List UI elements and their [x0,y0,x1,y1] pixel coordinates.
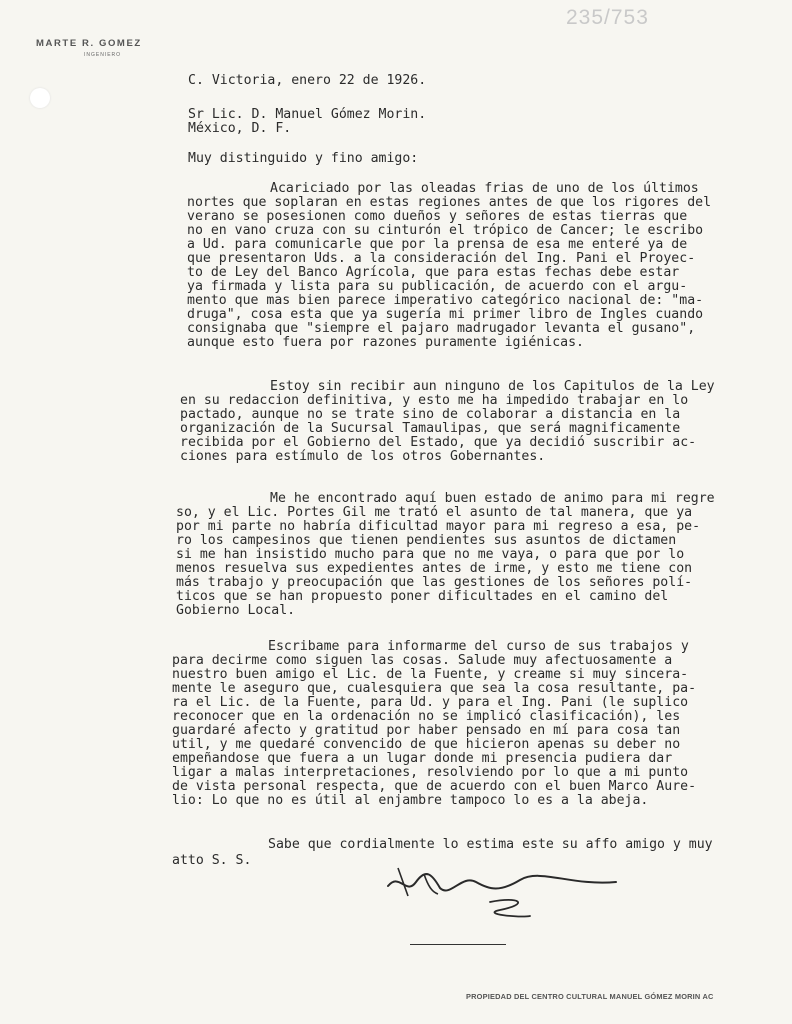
archive-number: 235/753 [566,6,649,29]
paragraph-1-line: to de Ley del Banco Agrícola, que para estas fechas debe estar [187,265,680,280]
paragraph-4-line: para decirme como siguen las cosas. Salude muy afectuosamente a [172,653,673,668]
paragraph-4-line: reconocer que en la ordenación no se implicó clasificación), les [172,709,681,724]
paragraph-2-line: recibida por el Gobierno del Estado, que ya decidió suscribir ac- [180,435,697,450]
paragraph-3-line: si me han insistido mucho para que no me vaya, o para que por lo [176,547,685,562]
paragraph-2-line: organización de la Sucursal Tamaulipas, que será magnificamente [180,421,681,436]
recipient-city: México, D. F. [188,121,292,136]
paragraph-1-line: nortes que soplaran en estas regiones antes de que los rigores del [187,195,712,210]
paragraph-3-line: Me he encontrado aquí buen estado de animo para mi regre [270,491,715,506]
salutation: Muy distinguido y fino amigo: [188,151,419,166]
paragraph-4-line: lio: Lo que no es útil al enjambre tampoco lo es a la abeja. [172,793,649,808]
paragraph-4-line: ra el Lic. de la Fuente, para Ud. y para el Ing. Pani (le suplico [172,695,689,710]
paragraph-3-line: Gobierno Local. [176,603,296,618]
paragraph-2-line: en su redaccion definitiva, y esto me ha impedido trabajar en lo [180,393,689,408]
paragraph-1-line: mento que mas bien parece imperativo categórico nacional de: "ma- [187,293,704,308]
paragraph-1-line: no en vano cruza con su cinturón el trópico de Cancer; le escribo [187,223,704,238]
paragraph-1-line: aunque esto fuera por razones puramente igiénicas. [187,335,584,350]
paragraph-3-line: ticos que se han propuesto poner dificultades en el camino del [176,589,669,604]
paragraph-1-line: ya firmada y lista para su publicación, de acuerdo con el argu- [187,279,688,294]
letterhead-name: MARTE R. GOMEZ [36,38,142,49]
paragraph-4-line: Escribame para informarme del curso de sus trabajos y [268,639,689,654]
handwritten-signature [380,852,630,932]
paragraph-4-line: nuestro buen amigo el Lic. de la Fuente, y creame si muy sincera- [172,667,689,682]
closing-line: Sabe que cordialmente lo estima este su affo amigo y muy [268,837,713,852]
punch-hole [30,88,50,108]
paragraph-3-line: más trabajo y preocupación que las gestiones de los señores polí- [176,575,693,590]
signature-rule [410,944,506,945]
closing-line: atto S. S. [172,853,252,868]
paragraph-4-line: util, y me quedaré convencido de que hicieron apenas su deber no [172,737,681,752]
paragraph-3-line: por mi parte no habría dificultad mayor para mi regreso a esa, pe- [176,519,701,534]
paragraph-1-line: que presentaron Uds. a la consideración del Ing. Pani el Proyec- [187,251,696,266]
paragraph-2-line: ciones para estímulo de los otros Gobernantes. [180,449,546,464]
paragraph-3-line: menos resuelva sus expedientes antes de irme, y esto me tiene con [176,561,693,576]
recipient-name: Sr Lic. D. Manuel Gómez Morin. [188,107,427,122]
paragraph-4-line: mente le aseguro que, cualesquiera que sea la cosa resultante, pa- [172,681,697,696]
paragraph-4-line: de vista personal respecta, que de acuerdo con el buen Marco Aure- [172,779,697,794]
footer-ownership: PROPIEDAD DEL CENTRO CULTURAL MANUEL GÓMEZ MORIN AC [466,992,714,1001]
paragraph-3-line: ro los campesinos que tienen pendientes sus asuntos de dictamen [176,533,677,548]
letterhead-title: INGENIERO [84,52,122,58]
paragraph-3-line: so, y el Lic. Portes Gil me trató el asunto de tal manera, que ya [176,505,693,520]
paragraph-4-line: empeñandose que fuera a un lugar donde mi presencia pudiera dar [172,751,673,766]
paragraph-1-line: druga", cosa esta que ya sugería mi primer libro de Ingles cuando [187,307,704,322]
paragraph-4-line: ligar a malas interpretaciones, resolviendo por lo que a mi punto [172,765,689,780]
paragraph-1-line: consignaba que "siempre el pajaro madrugador levanta el gusano", [187,321,696,336]
paragraph-2-line: Estoy sin recibir aun ninguno de los Capitulos de la Ley [270,379,715,394]
paragraph-1-line: a Ud. para comunicarle que por la prensa de esa me enteré ya de [187,237,688,252]
paragraph-4-line: guardaré afecto y gratitud por haber pensado en mí para cosa tan [172,723,681,738]
date-line: C. Victoria, enero 22 de 1926. [188,73,427,88]
paragraph-1-line: verano se posesionen como dueños y señores de estas tierras que [187,209,688,224]
paragraph-2-line: pactado, aunque no se trate sino de colaborar a distancia en la [180,407,681,422]
paragraph-1-line: Acariciado por las oleadas frias de uno de los últimos [270,181,699,196]
